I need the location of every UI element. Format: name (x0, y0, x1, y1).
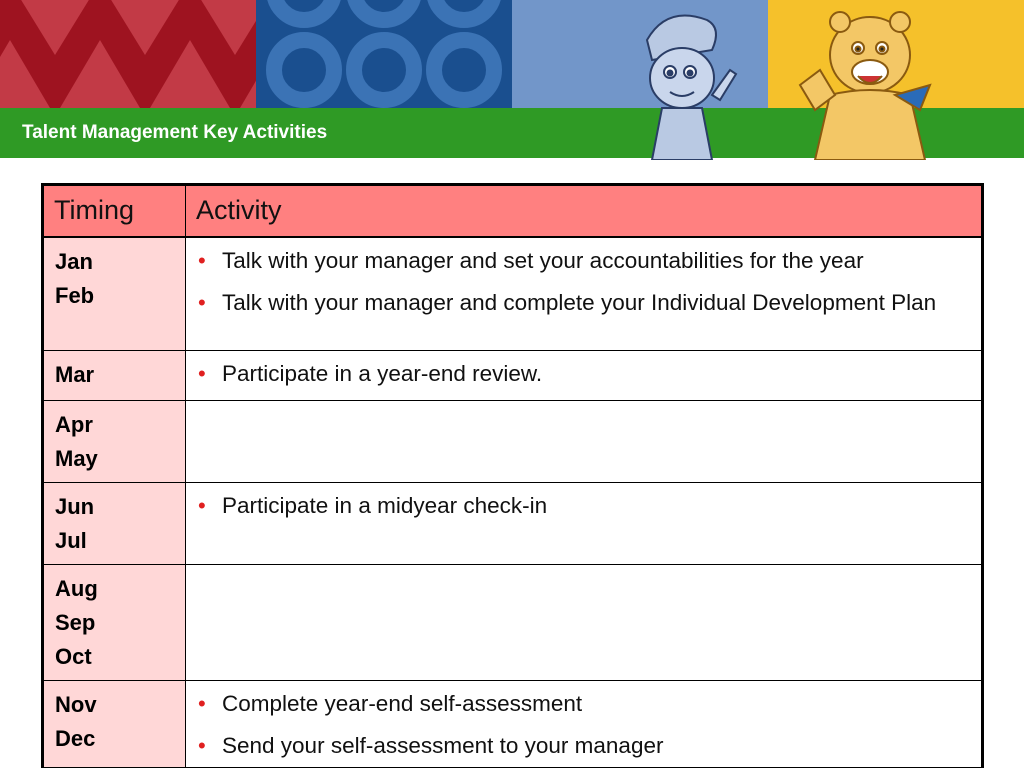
activity-text: Talk with your manager and complete your Individual Development Plan (222, 289, 937, 315)
activity-text: Participate in a year-end review. (222, 361, 543, 386)
bullet-icon: • (198, 691, 206, 716)
activity-text: Participate in a midyear check-in (222, 493, 548, 518)
timing-cell (43, 351, 186, 401)
table-row (43, 401, 983, 483)
page-title: Talent Management Key Activities (22, 122, 328, 143)
activity-text: Complete year-end self-assessment (222, 691, 583, 716)
activity-cell (186, 565, 983, 681)
list-item (198, 490, 971, 521)
activity-cell (186, 483, 983, 565)
timing-cell (43, 483, 186, 565)
activity-list (198, 490, 971, 521)
table-row (43, 565, 983, 681)
timing-column-header: Timing (43, 185, 186, 237)
list-item (198, 358, 971, 389)
bullet-icon: • (198, 361, 206, 386)
bullet-icon: • (198, 733, 206, 758)
activity-cell (186, 351, 983, 401)
list-item (198, 245, 971, 276)
table-row (43, 483, 983, 565)
activity-list (198, 688, 971, 761)
list-item (198, 730, 971, 761)
table-header-row (43, 185, 983, 237)
header-banner (0, 0, 1024, 160)
activity-list (198, 358, 971, 389)
tiger-mascot (760, 0, 960, 160)
table-row (43, 237, 983, 351)
bullet-icon: • (198, 289, 206, 315)
month-label: Apr (55, 412, 93, 437)
table-row (43, 351, 983, 401)
activity-cell (186, 401, 983, 483)
timing-cell (43, 237, 186, 351)
activities-table (41, 183, 984, 768)
activity-text: Send your self-assessment to your manager (222, 733, 664, 758)
activity-text: Talk with your manager and set your accountabilities for the year (222, 247, 864, 273)
month-label: Nov (55, 692, 97, 717)
timing-cell (43, 565, 186, 681)
month-label: Sep (55, 610, 96, 635)
month-label: Jan (55, 248, 93, 274)
bullet-icon: • (198, 247, 206, 273)
banner-panel-red (0, 0, 256, 108)
activity-cell (186, 681, 983, 768)
circle-pattern (256, 0, 512, 108)
month-label: Aug (55, 576, 98, 601)
elf-mascot (612, 0, 772, 160)
banner-panel-blue (256, 0, 512, 108)
table-row (43, 681, 983, 768)
activities-table-container (41, 183, 984, 768)
month-label: Dec (55, 726, 96, 751)
timing-cell (43, 681, 186, 768)
month-label: Jul (55, 528, 87, 553)
month-label: May (55, 446, 98, 471)
timing-cell (43, 401, 186, 483)
bullet-icon: • (198, 493, 206, 518)
activity-cell (186, 237, 983, 351)
month-label: Jun (55, 494, 95, 519)
month-label: Oct (55, 644, 92, 669)
triangle-pattern (0, 0, 256, 108)
list-item (198, 688, 971, 719)
list-item (198, 287, 971, 318)
month-label: Feb (55, 282, 95, 308)
activity-list (198, 245, 971, 318)
activity-column-header: Activity (186, 185, 983, 237)
month-label: Mar (55, 362, 95, 387)
